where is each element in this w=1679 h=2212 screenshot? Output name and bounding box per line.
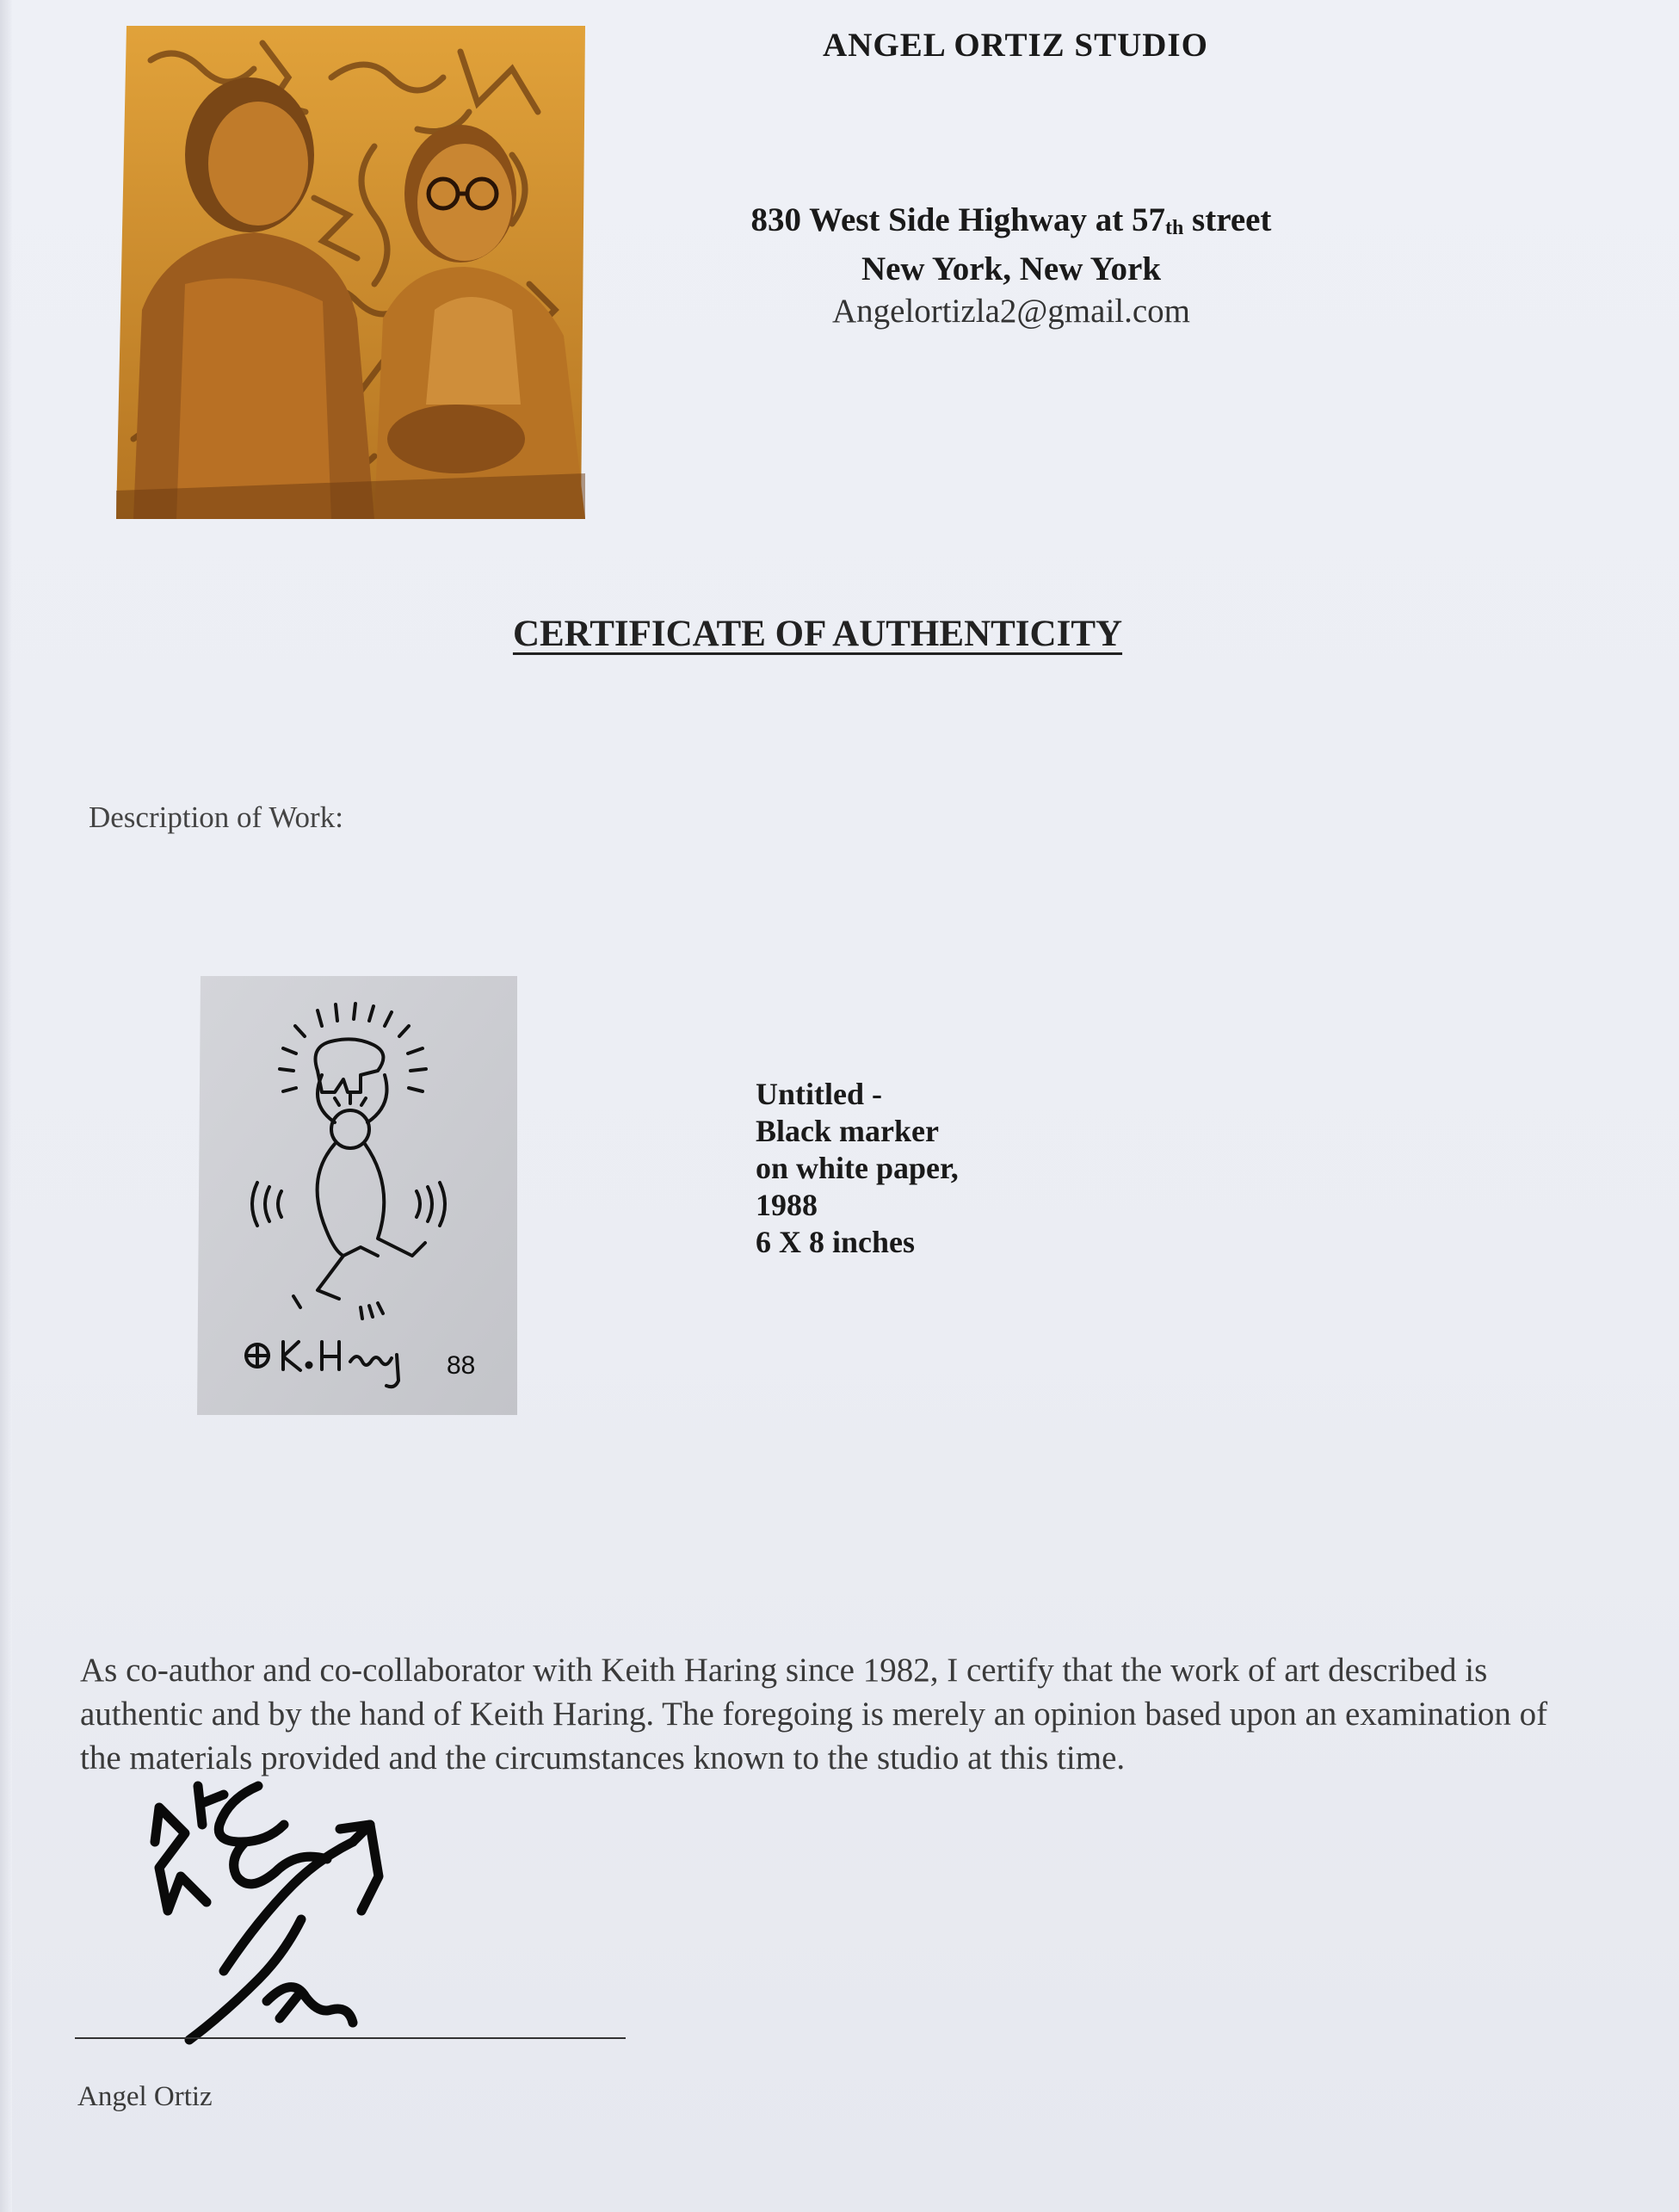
artwork-details: [756, 1076, 959, 1261]
artwork-year: 1988: [756, 1188, 818, 1222]
artwork-medium-1: Black marker: [756, 1114, 939, 1148]
signature-mark: [138, 1773, 430, 2048]
certificate-title: [430, 613, 1205, 655]
address-line-2: New York, New York: [861, 250, 1162, 287]
artwork-year-mark: 88: [447, 1351, 476, 1380]
description-label: Description of Work:: [89, 800, 343, 834]
certification-statement: As co-author and co-collaborator with Keith Haring since 1982, I certify that the work of art described is authentic and by the hand of Keith Haring. The foregoing is merely an opinion based upon an examination of the materials provided and the circumstances known to the studio at this time.: [80, 1652, 1548, 1776]
address-street-tail: street: [1183, 201, 1272, 238]
studio-name: ANGEL ORTIZ STUDIO: [823, 27, 1208, 64]
address-street: 830 West Side Highway at 57: [750, 201, 1165, 238]
studio-address: [671, 200, 1351, 333]
address-ordinal: th: [1164, 217, 1184, 239]
handwritten-signature: [138, 1773, 430, 2048]
signature-line: [75, 2037, 626, 2039]
artwork-medium-2: on white paper,: [756, 1151, 959, 1185]
artwork-image: [197, 976, 517, 1415]
photo-image: [116, 26, 585, 519]
signatory-name: Angel Ortiz: [77, 2081, 213, 2112]
artwork-title: Untitled -: [756, 1077, 882, 1111]
studio-photograph: [116, 26, 585, 519]
artwork-dimensions: 6 X 8 inches: [756, 1225, 916, 1259]
artwork-drawing: [197, 976, 517, 1415]
studio-email: Angelortizla2@gmail.com: [831, 293, 1191, 330]
certificate-title-text: CERTIFICATE OF AUTHENTICITY: [512, 614, 1123, 654]
paper-edge-shadow: [0, 0, 12, 2212]
address-line-1: [671, 200, 1351, 249]
